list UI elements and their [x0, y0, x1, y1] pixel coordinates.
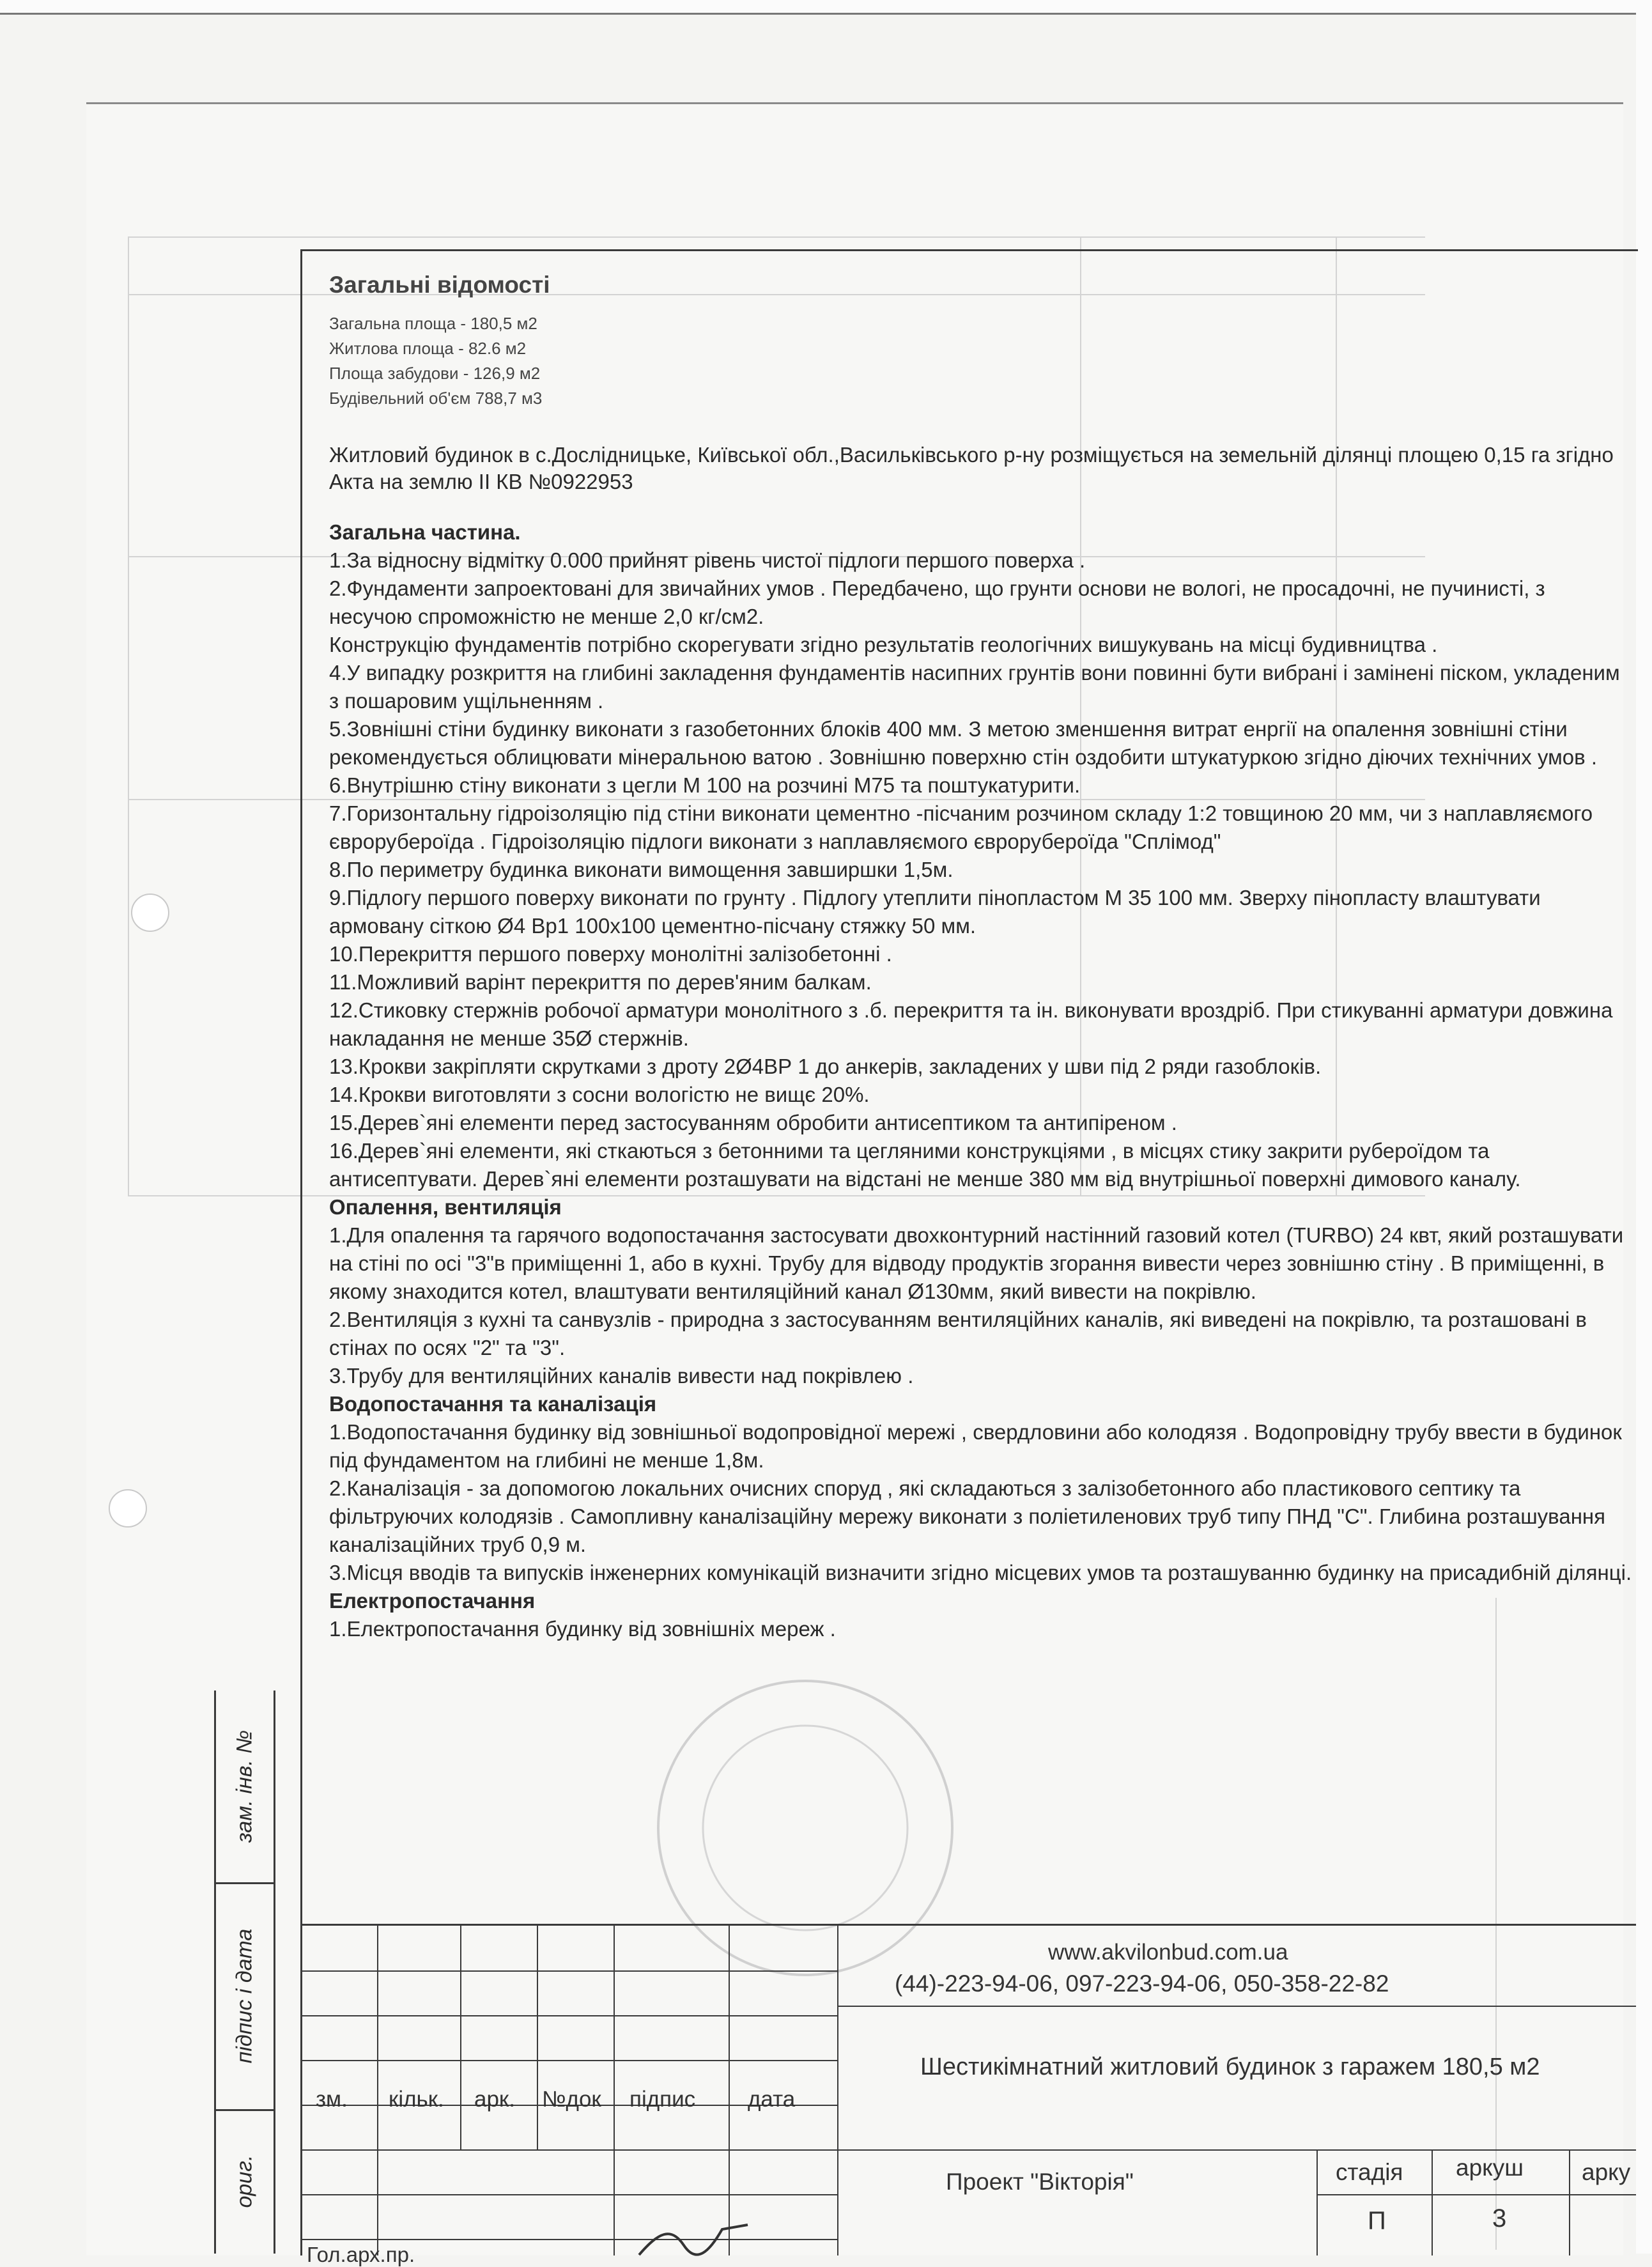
section-heating [329, 1193, 1633, 1390]
grid-line [300, 1970, 837, 1972]
section-item: 1.Водопостачання будинку від зовнішньої водопровідної мережі , свердловини або колодязя . Водопровідну трубу ввести в будинок під фундаментом на глибині не менше 1,8м. [329, 1420, 1622, 1472]
ghost-table-line [128, 236, 129, 1195]
title-block [300, 1924, 1636, 2266]
stat-building-area: Площа забудови - 126,9 м2 [329, 364, 541, 383]
signature-mark [633, 2220, 754, 2258]
section-title: Електропостачання [329, 1589, 536, 1613]
grid-line [1316, 2149, 1318, 2255]
section-general [329, 518, 1633, 1193]
section-item: 4.У випадку розкриття на глибині закладення фундаментів насипних грунтів вони повинні бути вибрані і замінені піском, укладеним з пошаровим ущільненням . [329, 661, 1620, 713]
sheets-label: арку [1582, 2159, 1631, 2185]
grid-line [537, 1926, 538, 2149]
grid-line [1316, 2194, 1636, 2195]
side-label-original: ориг. [232, 2155, 257, 2208]
project-title: Шестикімнатний житловий будинок з гаражем 180,5 м2 [920, 2054, 1540, 2080]
col-zm: зм. [316, 2087, 348, 2112]
side-stamp [214, 1691, 275, 2254]
section-electric [329, 1587, 1633, 1643]
section-item: 2.Вентиляція з кухні та санвузлів - природна з застосуванням вентиляційних каналів, які виведені на покрівлю, та розташовані в стінах по осях "2" та "3". [329, 1308, 1587, 1359]
side-cell-original [216, 2109, 274, 2254]
side-label-signature: підпис і дата [232, 1928, 257, 2064]
section-title: Загальна частина. [329, 520, 521, 544]
col-data: дата [748, 2087, 796, 2112]
grid-line [300, 2149, 1636, 2151]
scan-edge-right [1636, 0, 1652, 2254]
grid-line [460, 1926, 461, 2149]
stage-value: П [1368, 2207, 1386, 2235]
binder-hole-upper [131, 894, 169, 932]
side-cell-signature [216, 1882, 274, 2111]
sheet-label: аркуш [1456, 2155, 1524, 2181]
section-item: 15.Дерев`яні елементи перед застосуванням обробити антисептиком та антипіреном . [329, 1111, 1177, 1134]
document-body [329, 272, 1633, 1643]
section-item: 3.Місця вводів та випусків інженерних комунікацій визначити згідно місцевих умов та розташуванню будинку на присадибній ділянці. [329, 1561, 1632, 1584]
grid-line [300, 2194, 837, 2195]
section-item: 7.Горизонтальну гідроізоляцію під стіни виконати цементно -пісчаним розчином складу 1:2 товщиною 20 мм, чи з наплавляємого єврорубероїда . Гідроізоляцію підлоги виконати з наплавляємого єврорубероїда "Сплімод" [329, 801, 1593, 853]
col-ndok: №док [542, 2087, 601, 2112]
section-item: 1.Для опалення та гарячого водопостачання застосувати двохконтурний настінний газовий котел (TURBO) 24 квт, який розташувати на стіні по осі "3"в приміщенні 1, або в кухні. Трубу для відводу продуктів згорання вивести через зовнішню стіну . В приміщенні, в якому знаходится котел, влаштувати вентиляційний канал Ø130мм, який вивести на покрівлю. [329, 1223, 1624, 1303]
scan-edge-top [0, 0, 1652, 15]
ghost-table-line [128, 236, 1425, 238]
section-item: 16.Дерев`яні елементи, які сткаються з бетонними та цегляними конструкціями , в місцях стику закрити рубероїдом та антисептувати. Дерев`яні елементи розташувати на відстані не менше 380 мм від внутрішньої поверхні димового каналу. [329, 1139, 1521, 1191]
company-phones: (44)-223-94-06, 097-223-94-06, 050-358-22-82 [895, 1970, 1389, 1997]
col-ark: арк. [474, 2087, 515, 2112]
stat-living-area: Житлова площа - 82.6 м2 [329, 339, 527, 358]
section-item: 10.Перекриття першого поверху монолітні залізобетонні . [329, 942, 892, 966]
col-pidpys: підпис [629, 2087, 696, 2112]
section-item: 14.Крокви виготовляти з сосни вологістю не вищє 20%. [329, 1083, 870, 1106]
section-title: Опалення, вентиляція [329, 1195, 562, 1219]
grid-line [377, 1926, 378, 2255]
grid-line [300, 2239, 837, 2240]
section-item: 5.Зовнішні стіни будинку виконати з газобетонних блоків 400 мм. З метою зменшення витрат енргії на опалення зовнішні стіни рекомендується облицювати мінеральною ватою . Зовнішню поверхню стін оздобити штукатуркою згідно діючих технічних умов . [329, 717, 1597, 769]
section-title: Водопостачання та каналізація [329, 1392, 657, 1416]
section-item: 8.По периметру будинка виконати вимощення завширшки 1,5м. [329, 858, 953, 881]
stat-total-area: Загальна площа - 180,5 м2 [329, 314, 537, 333]
stat-volume: Будівельний об'єм 788,7 м3 [329, 389, 543, 408]
section-item: 2.Каналізація - за допомогою локальних очисних споруд , які складаються з залізобетонного або пластикового септику та фільтруючих колодязів . Самопливну каналізаційну мережу виконати з поліетиленових труб типу ПНД "С". Глибина розташування каналізаційних труб 0,9 м. [329, 1476, 1606, 1556]
general-info-stats [329, 311, 1633, 411]
col-kilk: кільк. [389, 2087, 444, 2112]
grid-line [729, 1926, 730, 2255]
project-name: Проект "Вікторія" [946, 2169, 1134, 2195]
side-label-replaced: зам. інв. № [232, 1729, 257, 1843]
chief-architect-label: Гол.арх.пр. [307, 2243, 415, 2266]
grid-line [837, 2006, 1636, 2007]
grid-line [614, 1926, 615, 2255]
section-item: 3.Трубу для вентиляційних каналів вивести над покрівлею . [329, 1364, 914, 1388]
grid-line [300, 2060, 837, 2061]
sheet-value: 3 [1492, 2204, 1507, 2232]
grid-line [1569, 2149, 1570, 2255]
company-website: www.akvilonbud.com.ua [1048, 1940, 1288, 1965]
section-item: 1.За відносну відмітку 0.000 прийнят рівень чистої підлоги першого поверха . [329, 548, 1086, 572]
section-item: 12.Стиковку стержнів робочої арматури монолітного з .б. перекриття та ін. виконувати вроздріб. При стикуванні арматури довжина накладання не менше 35Ø стержнів. [329, 998, 1613, 1050]
grid-line [837, 1926, 838, 2255]
side-cell-replaced [216, 1691, 274, 1884]
section-item: 11.Можливий варінт перекриття по дерев'яним балкам. [329, 970, 872, 994]
section-item: 2.Фундаменти запроектовані для звичайних умов . Передбачено, що грунти основи не вологі, не просадочні, не пучинисті, з несучою спроможністю не менше 2,0 кг/см2. [329, 576, 1545, 628]
general-info-title: Загальні відомості [329, 272, 550, 298]
stage-label: стадія [1336, 2159, 1403, 2185]
grid-line [1432, 2149, 1433, 2255]
section-item: 6.Внутрішню стіну виконати з цегли М 100 на розчині М75 та поштукатурити. [329, 773, 1081, 797]
section-item: Конструкцію фундаментів потрібно скорегувати згідно результатів геологічних вишукувань на місці будивництва . [329, 633, 1438, 656]
grid-line [300, 2015, 837, 2016]
section-item: 1.Електропостачання будинку від зовнішніх мереж . [329, 1617, 836, 1641]
intro-paragraph: Житловий будинок в с.Дослідницьке, Київської обл.,Васильківського р-ну розміщується на земельній ділянці площею 0,15 га згідно Акта на землю ІІ КВ №0922953 [329, 443, 1614, 493]
section-water [329, 1390, 1633, 1587]
binder-hole-lower [109, 1489, 147, 1528]
section-item: 9.Підлогу першого поверху виконати по грунту . Підлогу утеплити пінопластом М 35 100 мм. Зверху пінопласту влаштувати армовану сіткою Ø4 Вр1 100х100 цементно-пісчану стяжку 50 мм. [329, 886, 1541, 938]
section-item: 13.Крокви закріпляти скрутками з дроту 2Ø4ВР 1 до анкерів, закладених у шви під 2 ряди газоблоків. [329, 1055, 1322, 1078]
